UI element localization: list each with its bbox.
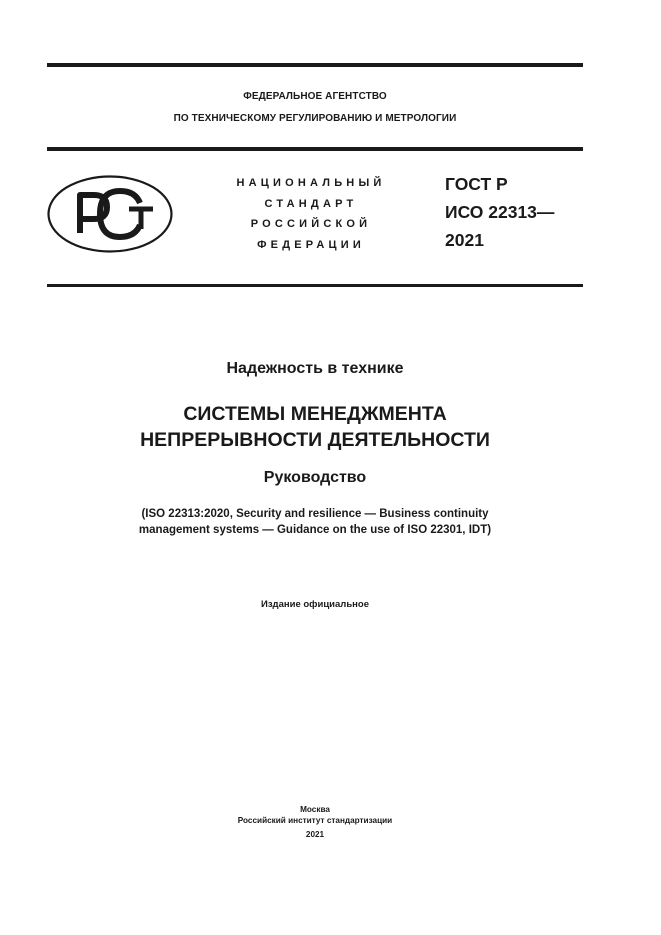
- standard-type-line: ФЕДЕРАЦИИ: [257, 238, 365, 251]
- title-line: НЕПРЕРЫВНОСТИ ДЕЯТЕЛЬНОСТИ: [140, 429, 490, 451]
- edition-label: Издание официальное: [261, 599, 369, 610]
- document-title: [47, 401, 583, 453]
- agency-name-line2: ПО ТЕХНИЧЕСКОМУ РЕГУЛИРОВАНИЮ И МЕТРОЛОГИИ: [173, 113, 457, 124]
- standard-type-line: РОССИЙСКОЙ: [250, 218, 372, 230]
- standard-type-line: НАЦИОНАЛЬНЫЙ: [236, 177, 386, 189]
- document-subtitle: Руководство: [263, 469, 367, 486]
- header-rule: [47, 147, 583, 151]
- standard-type-block: [212, 173, 410, 255]
- top-rule: [47, 63, 583, 67]
- publisher-name: Российский институт стандартизации: [237, 816, 393, 825]
- document-subject: Надежность в технике: [226, 360, 404, 377]
- gost-r-emblem-icon: [47, 175, 173, 253]
- standard-designation: [445, 170, 554, 254]
- publication-year: 2021: [305, 830, 325, 839]
- designation-line: 2021: [445, 230, 484, 250]
- iso-reference: [47, 506, 583, 538]
- standard-type-line: СТАНДАРТ: [264, 197, 358, 210]
- iso-reference-line: (ISO 22313:2020, Security and resilience — Business continuity: [141, 508, 489, 520]
- section-rule: [47, 284, 583, 287]
- publisher-city: Москва: [300, 805, 330, 814]
- designation-line: ГОСТ Р: [445, 174, 508, 194]
- designation-line: ИСО 22313—: [445, 202, 555, 222]
- agency-name-line1: ФЕДЕРАЛЬНОЕ АГЕНТСТВО: [243, 91, 387, 102]
- iso-reference-line: management systems — Guidance on the use of ISO 22301, IDT): [138, 524, 492, 536]
- title-line: СИСТЕМЫ МЕНЕДЖМЕНТА: [183, 403, 447, 425]
